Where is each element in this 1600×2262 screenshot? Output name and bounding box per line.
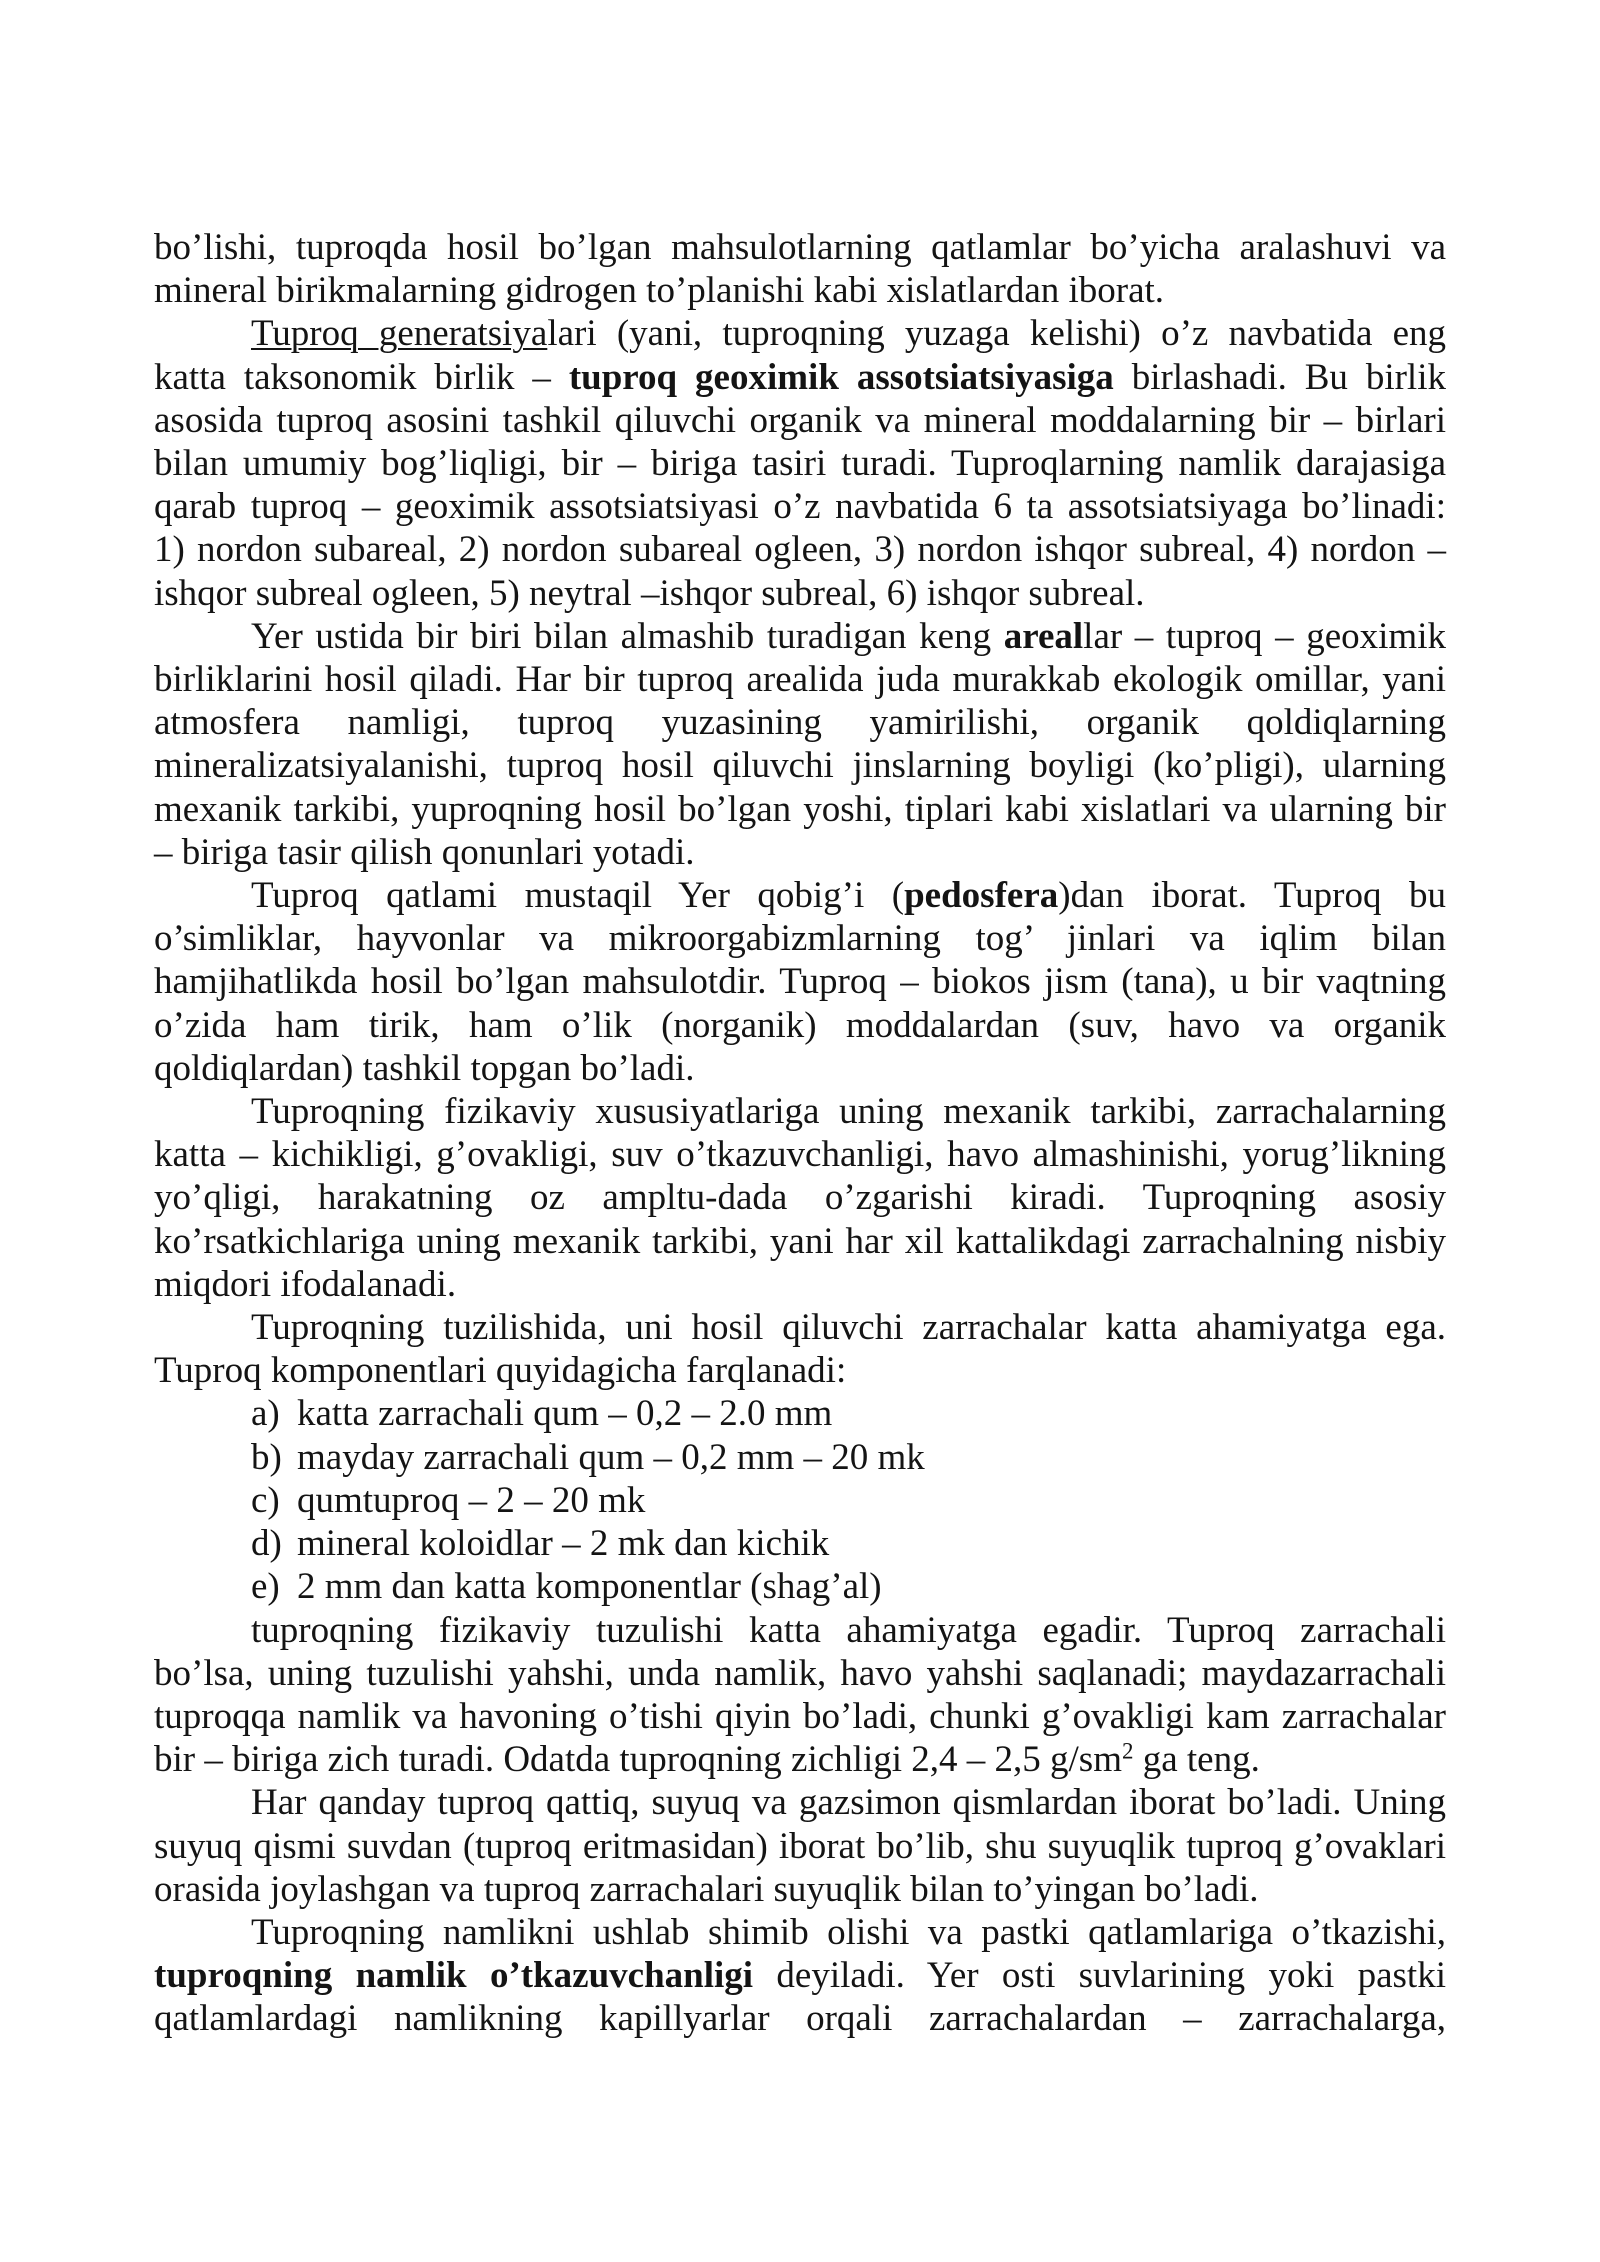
list-item-text: 2 mm dan katta komponentlar (shag’al)	[297, 1566, 882, 1608]
list-item-text: qumtuproq – 2 – 20 mk	[297, 1479, 646, 1521]
text-line: tuproqqa namlik va havoning o’tishi qiyin bo’ladi, chunki g’ovakligi kam zarrachalar	[154, 1695, 1446, 1737]
text-line: hamjihatlikda hosil bo’lgan mahsulotdir. Tuproq – biokos jism (tana), u bir vaqtning	[154, 961, 1446, 1003]
text-run: deyiladi. Yer osti suvlarining yoki pastki	[753, 1955, 1446, 1997]
list-item	[154, 1565, 1446, 1608]
paragraph	[154, 1609, 1446, 1782]
paragraph	[154, 1911, 1446, 2041]
paragraph	[154, 1090, 1446, 1306]
text-line: Har qanday tuproq qattiq, suyuq va gazsimon qismlardan iborat bo’ladi. Uning	[251, 1782, 1446, 1824]
underlined-term: Tuproq generatsiya	[251, 313, 548, 355]
text-run: ga teng.	[1133, 1739, 1260, 1781]
text-line: asosida tuproq asosini tashkil qiluvchi organik va mineral moddalarning bir – birlari	[154, 399, 1446, 441]
text-run: katta taksonomik birlik –	[154, 356, 569, 398]
text-line	[154, 1738, 1446, 1781]
text-line: yo’qligi, harakatning oz ampltu-dada o’zgarishi kiradi. Tuproqning asosiy	[154, 1177, 1446, 1219]
list-item	[154, 1479, 1446, 1522]
text-line: – biriga tasir qilish qonunlari yotadi.	[154, 831, 695, 873]
paragraph	[154, 1306, 1446, 1392]
text-line: katta – kichikligi, g’ovakligi, suv o’tkazuvchanligi, havo almashinishi, yorug’likning	[154, 1134, 1446, 1176]
text-run: )dan iborat. Tuproq bu	[1058, 875, 1447, 917]
text-line: ko’rsatkichlariga uning mexanik tarkibi, yani har xil kattalikdagi zarrachalning nisbiy	[154, 1220, 1446, 1262]
list-item-text: mayday zarrachali qum – 0,2 mm – 20 mk	[297, 1436, 925, 1478]
text-line: mexanik tarkibi, yuproqning hosil bo’lgan yoshi, tiplari kabi xislatlari va ularning bir	[154, 788, 1446, 830]
text-run: birlashadi. Bu birlik	[1113, 356, 1446, 398]
paragraph	[154, 874, 1446, 1090]
text-line: Tuproqning fizikaviy xususiyatlariga uning mexanik tarkibi, zarrachalarning	[251, 1091, 1446, 1133]
text-run: Yer ustida bir biri bilan almashib turadigan keng	[251, 615, 1004, 657]
text-line	[154, 356, 1446, 399]
component-list	[154, 1392, 1446, 1608]
bold-term: tuproqning namlik o’tkazuvchanligi	[154, 1955, 754, 1997]
text-line: mineralizatsiyalanishi, tuproq hosil qiluvchi jinslarning boyligi (ko’pligi), ularning	[154, 745, 1446, 787]
list-label: e)	[251, 1566, 280, 1608]
text-run: Tuproq qatlami mustaqil Yer qobig’i (	[251, 875, 905, 917]
list-item	[154, 1392, 1446, 1435]
text-line: atmosfera namligi, tuproq yuzasining yamirilishi, organik qoldiqlarning	[154, 702, 1446, 744]
text-line: bilan umumiy bog’liqligi, bir – biriga tasiri turadi. Tuproqlarning namlik darajasiga	[154, 443, 1446, 485]
text-line	[154, 615, 1446, 658]
bold-term: pedosfera	[904, 875, 1059, 917]
text-run: bir – biriga zich turadi. Odatda tuproqning zichligi 2,4 – 2,5 g/sm	[154, 1739, 1122, 1781]
paragraph	[154, 1781, 1446, 1911]
text-line: bo’lsa, uning tuzulishi yahshi, unda namlik, havo yahshi saqlanadi; maydazarrachali	[154, 1652, 1446, 1694]
text-line	[154, 874, 1446, 917]
text-line: miqdori ifodalanadi.	[154, 1263, 457, 1305]
text-line	[154, 312, 1446, 355]
text-line: birliklarini hosil qiladi. Har bir tuproq arealida juda murakkab ekologik omillar, yani	[154, 659, 1446, 701]
text-line: ishqor subreal ogleen, 5) neytral –ishqor subreal, 6) ishqor subreal.	[154, 572, 1145, 614]
list-label: a)	[251, 1393, 280, 1435]
text-line: tuproqning fizikaviy tuzulishi katta ahamiyatga egadir. Tuproq zarrachali	[251, 1609, 1446, 1651]
text-line: qoldiqlardan) tashkil topgan bo’ladi.	[154, 1047, 695, 1089]
text-line: qarab tuproq – geoximik assotsiatsiyasi o’z navbatida 6 ta assotsiatsiyaga bo’linadi:	[154, 486, 1446, 528]
text-line: Tuproqning namlikni ushlab shimib olishi va pastki qatlamlariga o’tkazishi,	[251, 1911, 1446, 1953]
paragraph	[154, 615, 1446, 874]
list-label: d)	[251, 1523, 282, 1565]
paragraph	[154, 312, 1446, 614]
list-item-text: katta zarrachali qum – 0,2 – 2.0 mm	[297, 1393, 833, 1435]
text-line: 1) nordon subareal, 2) nordon subareal ogleen, 3) nordon ishqor subreal, 4) nordon –	[154, 529, 1446, 571]
list-item	[154, 1436, 1446, 1479]
superscript: 2	[1121, 1738, 1134, 1764]
text-run: lari (yani, tuproqning yuzaga kelishi) o’z navbatida eng	[547, 313, 1447, 355]
text-line: orasida joylashgan va tuproq zarrachalari suyuqlik bilan to’yingan bo’ladi.	[154, 1868, 1259, 1910]
text-line: Tuproqning tuzilishida, uni hosil qiluvchi zarrachalar katta ahamiyatga ega.	[251, 1307, 1446, 1349]
text-line	[154, 1954, 1446, 1997]
text-line: bo’lishi, tuproqda hosil bo’lgan mahsulotlarning qatlamlar bo’yicha aralashuvi va	[154, 227, 1446, 268]
text-line: Tuproq komponentlari quyidagicha farqlanadi:	[154, 1350, 847, 1392]
list-item-text: mineral koloidlar – 2 mk dan kichik	[297, 1523, 830, 1565]
list-label: c)	[251, 1479, 280, 1521]
paragraph-continued	[154, 226, 1446, 312]
text-line: suyuq qismi suvdan (tuproq eritmasidan) iborat bo’lib, shu suyuqlik tuproq g’ovaklari	[154, 1825, 1446, 1867]
list-label: b)	[251, 1436, 282, 1478]
text-line: mineral birikmalarning gidrogen to’planishi kabi xislatlardan iborat.	[154, 270, 1165, 312]
bold-term: areal	[1003, 615, 1084, 657]
page-body	[154, 226, 1446, 2041]
text-line: qatlamlardagi namlikning kapillyarlar orqali zarrachalardan – zarrachalarga,	[154, 1998, 1446, 2040]
text-line: o’simliklar, hayvonlar va mikroorgabizmlarning tog’ jinlari va iqlim bilan	[154, 918, 1446, 960]
text-run: lar – tuproq – geoximik	[1083, 615, 1446, 657]
list-item	[154, 1522, 1446, 1565]
bold-term: tuproq geoximik assotsiatsiyasiga	[568, 356, 1114, 398]
text-line: o’zida ham tirik, ham o’lik (norganik) moddalardan (suv, havo va organik	[154, 1004, 1446, 1046]
